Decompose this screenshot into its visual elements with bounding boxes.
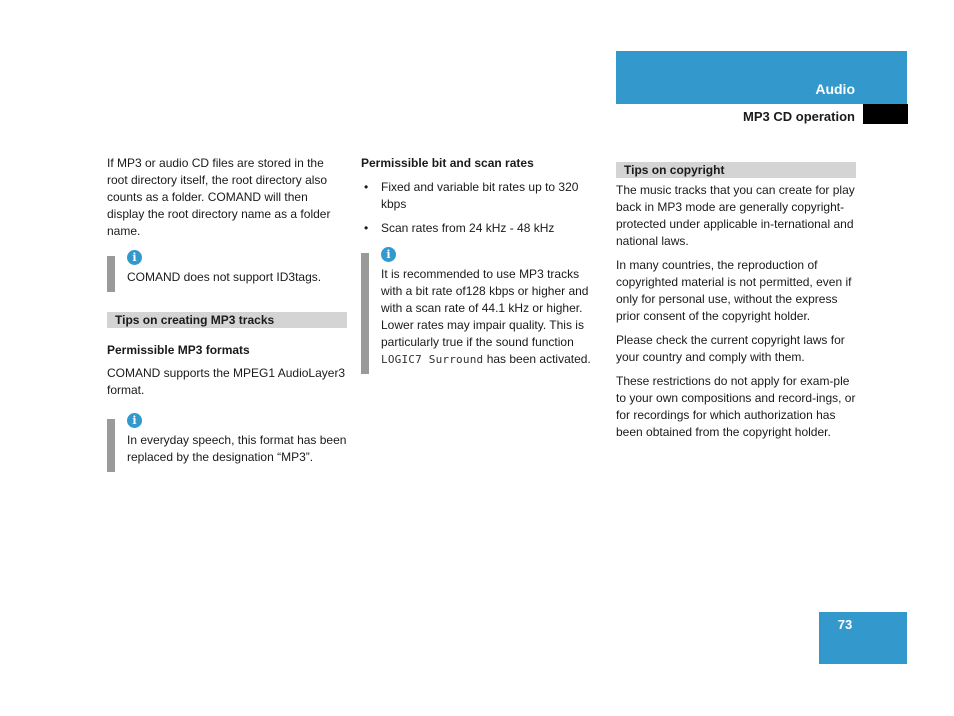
copyright-paragraph: The music tracks that you can create for play back in MP3 mode are generally copyright-protected under applicable in-ternational and national laws. xyxy=(616,183,855,248)
info-note xyxy=(361,247,601,368)
column-right xyxy=(616,162,856,448)
note-text: COMAND does not support ID3tags. xyxy=(127,270,322,284)
section-heading: Tips on creating MP3 tracks xyxy=(107,312,347,328)
page-number: 73 xyxy=(837,617,853,632)
info-note xyxy=(107,250,347,286)
note-text-part: It is recommended to use MP3 tracks with a bit rate of128 kbps or higher and with a scan rate of 44.1 kHz or higher. Lower rates may impair quality. This is particularly true if the sound function xyxy=(381,267,589,349)
section-heading: Tips on copyright xyxy=(616,162,856,178)
sub-heading: Permissible bit and scan rates xyxy=(361,156,534,170)
info-icon: i xyxy=(127,413,142,428)
section-title: Audio xyxy=(815,81,855,97)
info-icon: i xyxy=(381,247,396,262)
copyright-paragraph: In many countries, the reproduction of copyrighted material is not permitted, even if only for personal use, without the express prior consent of the copyright holder. xyxy=(616,258,852,323)
bullet-list xyxy=(361,179,601,237)
sound-function-name: LOGIC7 Surround xyxy=(381,353,484,366)
copyright-paragraph: These restrictions do not apply for exam-ple to your own compositions and record-ings, or for recordings for which authorization has been obtained from the copyright holder. xyxy=(616,374,856,439)
list-item xyxy=(361,220,601,237)
sub-heading: Permissible MP3 formats xyxy=(107,343,250,357)
note-bar xyxy=(361,253,369,374)
formats-paragraph: COMAND supports the MPEG1 AudioLayer3 format. xyxy=(107,366,346,397)
section-header-bar xyxy=(616,51,907,104)
bullet-icon: • xyxy=(364,180,369,194)
column-left xyxy=(107,155,347,484)
thumb-tab-marker xyxy=(863,104,908,124)
note-text-part: has been activated. xyxy=(486,352,591,366)
copyright-paragraph: Please check the current copyright laws for your country and comply with them. xyxy=(616,333,845,364)
info-icon: i xyxy=(127,250,142,265)
column-middle xyxy=(361,155,601,386)
bullet-icon: • xyxy=(364,221,369,235)
page-number-box xyxy=(819,612,907,664)
list-item xyxy=(361,179,601,213)
list-item-text: Scan rates from 24 kHz - 48 kHz xyxy=(381,221,555,235)
intro-paragraph: If MP3 or audio CD files are stored in the root directory itself, the root directory also counts as a folder. COMAND will then display the root directory name as a folder name. xyxy=(107,156,331,238)
page-subtitle: MP3 CD operation xyxy=(743,109,855,124)
note-bar xyxy=(107,256,115,292)
info-note xyxy=(107,413,347,466)
note-text xyxy=(381,266,601,368)
note-bar xyxy=(107,419,115,472)
note-text: In everyday speech, this format has been replaced by the designation “MP3”. xyxy=(127,433,347,464)
list-item-text: Fixed and variable bit rates up to 320 kbps xyxy=(381,180,579,211)
